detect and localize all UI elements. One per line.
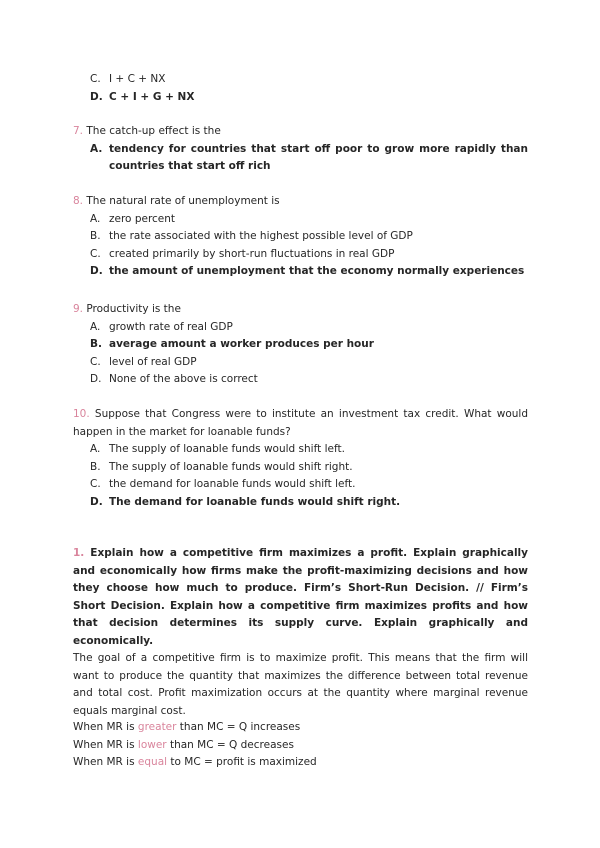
option-c: C. I + C + NX [90, 73, 166, 85]
question-number: 9. [73, 303, 84, 315]
rule-line: When MR is equal to MC = profit is maximized [73, 756, 317, 768]
question-number: 1. [73, 547, 85, 559]
question-10 [73, 406, 528, 511]
option-a: A. tendency for countries that start off poor to grow more rapidly than countries that start off rich [90, 142, 528, 172]
option-a: A. zero percent [90, 212, 176, 225]
question-8-stem: 8. The natural rate of unemployment is [73, 195, 280, 207]
prev-question-options [73, 71, 528, 106]
option-b: B. average amount a worker produces per hour [90, 338, 374, 350]
rule-keyword: equal [137, 756, 168, 768]
question-8-options [73, 211, 528, 281]
option-b: B. The supply of loanable funds would shift right. [90, 460, 353, 473]
option-c: C. created primarily by short-run fluctuations in real GDP [90, 247, 395, 260]
prev-question [73, 71, 528, 106]
answer-paragraph: The goal of a competitive firm is to maximize profit. This means that the firm will want to produce the quantity that maximizes the difference between total revenue and total cost. Profit maximization occurs at the quantity where marginal revenue equals marginal cost. [73, 652, 528, 717]
option-d: D. C + I + G + NX [90, 90, 195, 103]
option-d: D. the amount of unemployment that the economy normally experiences [90, 265, 525, 277]
question-7-options [73, 141, 528, 176]
question-9-options [73, 319, 528, 389]
option-c: C. the demand for loanable funds would shift left. [90, 478, 356, 490]
option-a: A. The supply of loanable funds would shift left. [90, 443, 345, 455]
rule-line: When MR is greater than MC = Q increases [73, 721, 301, 733]
rule-keyword: lower [137, 739, 167, 751]
question-7-stem: 7. The catch-up effect is the [73, 125, 221, 137]
option-a: A. growth rate of real GDP [90, 320, 233, 333]
question-number: 10. [73, 408, 90, 420]
option-c: C. level of real GDP [90, 355, 197, 368]
question-10-options [73, 441, 528, 511]
question-8 [73, 193, 528, 281]
question-10-stem: 10. Suppose that Congress were to institute an investment tax credit. What would happen in the market for loanable funds? [73, 408, 528, 438]
question-9-stem: 9. Productivity is the [73, 303, 181, 315]
question-number: 8. [73, 195, 84, 207]
question-9 [73, 301, 528, 389]
option-d: D. The demand for loanable funds would shift right. [90, 495, 401, 508]
rule-keyword: greater [137, 721, 177, 733]
option-d: D. None of the above is correct [90, 373, 258, 385]
essay-question: 1. Explain how a competitive firm maximizes a profit. Explain graphically and economically how firms make the profit-maximizing decisions and how they choose how much to produce. Firm’s Short-Run Decision. // Firm’s Short Decision. Explain how a competitive firm maximizes profits and how that decision determines its supply curve. Explain graphically and economically. [73, 547, 528, 647]
question-7 [73, 123, 528, 176]
question-number: 7. [73, 125, 84, 137]
option-b: B. the rate associated with the highest possible level of GDP [90, 230, 413, 242]
rule-line: When MR is lower than MC = Q decreases [73, 739, 294, 751]
